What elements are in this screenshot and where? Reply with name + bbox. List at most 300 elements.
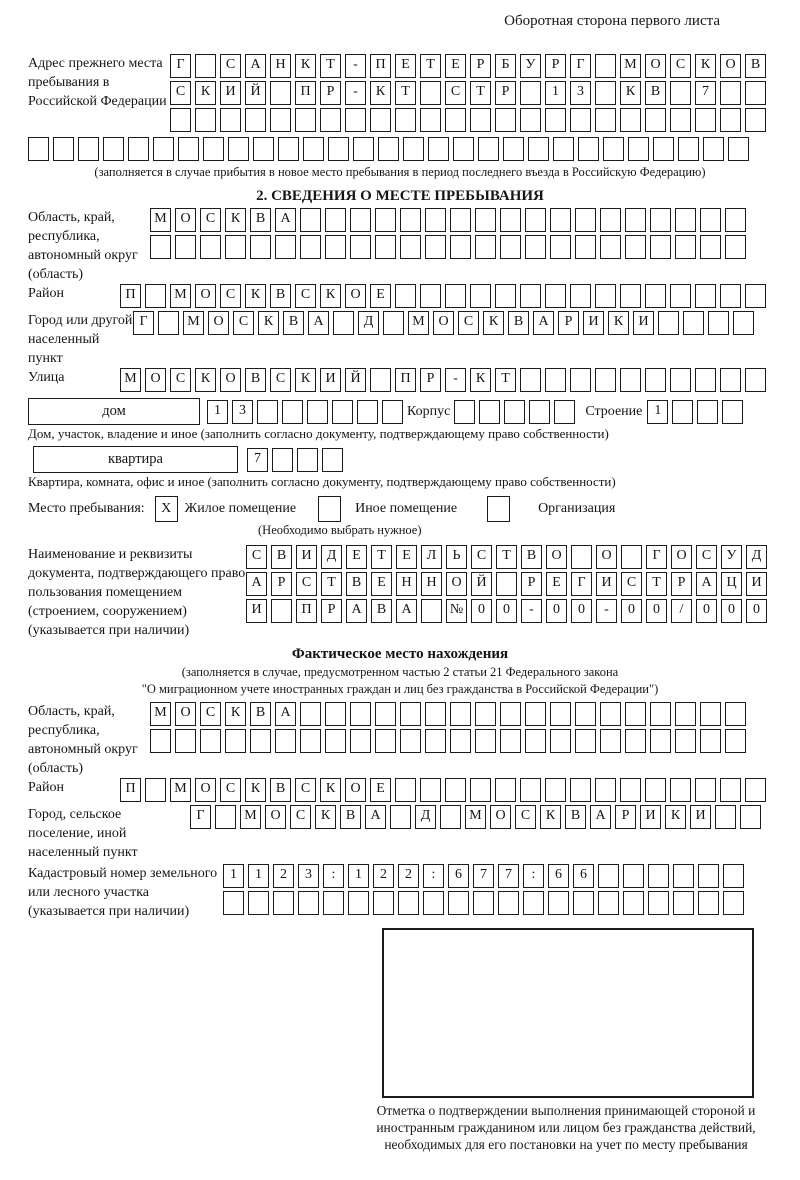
char-cell[interactable]: Т: [496, 545, 517, 569]
char-cell[interactable]: [698, 864, 719, 888]
char-cell[interactable]: [370, 368, 391, 392]
char-cell[interactable]: [450, 208, 471, 232]
char-cell[interactable]: Т: [470, 81, 491, 105]
char-cell[interactable]: О: [175, 208, 196, 232]
char-cell[interactable]: В: [283, 311, 304, 335]
char-cell[interactable]: [529, 400, 550, 424]
char-cell[interactable]: [625, 729, 646, 753]
char-cell[interactable]: [670, 778, 691, 802]
char-cell[interactable]: С: [515, 805, 536, 829]
char-cell[interactable]: О: [145, 368, 166, 392]
char-cell[interactable]: /: [671, 599, 692, 623]
char-cell[interactable]: [250, 235, 271, 259]
char-cell[interactable]: С: [296, 572, 317, 596]
char-cell[interactable]: [675, 235, 696, 259]
char-cell[interactable]: В: [270, 778, 291, 802]
char-cell[interactable]: [150, 729, 171, 753]
char-cell[interactable]: [725, 235, 746, 259]
char-cell[interactable]: -: [345, 54, 366, 78]
char-cell[interactable]: А: [590, 805, 611, 829]
char-cell[interactable]: К: [320, 778, 341, 802]
char-cell[interactable]: [554, 400, 575, 424]
char-cell[interactable]: А: [365, 805, 386, 829]
char-cell[interactable]: А: [533, 311, 554, 335]
char-cell[interactable]: [703, 137, 724, 161]
char-cell[interactable]: [525, 729, 546, 753]
char-cell[interactable]: 0: [471, 599, 492, 623]
char-cell[interactable]: К: [245, 778, 266, 802]
char-cell[interactable]: [571, 545, 592, 569]
char-cell[interactable]: [390, 805, 411, 829]
char-cell[interactable]: П: [120, 778, 141, 802]
char-cell[interactable]: [500, 208, 521, 232]
char-cell[interactable]: [470, 284, 491, 308]
house-type-box[interactable]: дом: [28, 398, 200, 425]
char-cell[interactable]: [270, 108, 291, 132]
char-cell[interactable]: [170, 108, 191, 132]
char-cell[interactable]: [375, 702, 396, 726]
char-cell[interactable]: [350, 235, 371, 259]
char-cell[interactable]: М: [150, 702, 171, 726]
char-cell[interactable]: [650, 235, 671, 259]
char-cell[interactable]: [228, 137, 249, 161]
char-cell[interactable]: Е: [370, 778, 391, 802]
char-cell[interactable]: К: [665, 805, 686, 829]
char-cell[interactable]: [603, 137, 624, 161]
char-cell[interactable]: [650, 208, 671, 232]
char-cell[interactable]: [445, 108, 466, 132]
char-cell[interactable]: 0: [696, 599, 717, 623]
char-cell[interactable]: С: [220, 284, 241, 308]
checkbox-organization[interactable]: [487, 496, 510, 522]
char-cell[interactable]: [697, 400, 718, 424]
char-cell[interactable]: А: [346, 599, 367, 623]
char-cell[interactable]: [658, 311, 679, 335]
char-cell[interactable]: [550, 702, 571, 726]
char-cell[interactable]: [450, 729, 471, 753]
char-cell[interactable]: И: [746, 572, 767, 596]
char-cell[interactable]: 7: [247, 448, 268, 472]
char-cell[interactable]: К: [483, 311, 504, 335]
char-cell[interactable]: Й: [471, 572, 492, 596]
char-cell[interactable]: [445, 284, 466, 308]
char-cell[interactable]: [595, 284, 616, 308]
char-cell[interactable]: [573, 891, 594, 915]
char-cell[interactable]: [448, 891, 469, 915]
char-cell[interactable]: 0: [621, 599, 642, 623]
char-cell[interactable]: А: [245, 54, 266, 78]
char-cell[interactable]: [723, 891, 744, 915]
char-cell[interactable]: [595, 81, 616, 105]
char-cell[interactable]: Т: [371, 545, 392, 569]
char-cell[interactable]: [425, 235, 446, 259]
char-cell[interactable]: У: [520, 54, 541, 78]
char-cell[interactable]: -: [521, 599, 542, 623]
char-cell[interactable]: [625, 208, 646, 232]
char-cell[interactable]: О: [433, 311, 454, 335]
char-cell[interactable]: Ц: [721, 572, 742, 596]
char-cell[interactable]: С: [246, 545, 267, 569]
char-cell[interactable]: [297, 448, 318, 472]
char-cell[interactable]: [158, 311, 179, 335]
char-cell[interactable]: [645, 368, 666, 392]
char-cell[interactable]: С: [458, 311, 479, 335]
char-cell[interactable]: Д: [358, 311, 379, 335]
char-cell[interactable]: [420, 778, 441, 802]
char-cell[interactable]: [600, 235, 621, 259]
char-cell[interactable]: [500, 702, 521, 726]
char-cell[interactable]: [672, 400, 693, 424]
char-cell[interactable]: Д: [746, 545, 767, 569]
char-cell[interactable]: О: [345, 778, 366, 802]
char-cell[interactable]: О: [195, 284, 216, 308]
char-cell[interactable]: 7: [473, 864, 494, 888]
char-cell[interactable]: [708, 311, 729, 335]
char-cell[interactable]: [375, 729, 396, 753]
char-cell[interactable]: [245, 108, 266, 132]
char-cell[interactable]: А: [275, 702, 296, 726]
char-cell[interactable]: [621, 545, 642, 569]
char-cell[interactable]: Т: [395, 81, 416, 105]
char-cell[interactable]: [715, 805, 736, 829]
char-cell[interactable]: [495, 108, 516, 132]
char-cell[interactable]: С: [270, 368, 291, 392]
char-cell[interactable]: [470, 778, 491, 802]
char-cell[interactable]: [745, 368, 766, 392]
char-cell[interactable]: [357, 400, 378, 424]
char-cell[interactable]: О: [175, 702, 196, 726]
char-cell[interactable]: В: [565, 805, 586, 829]
char-cell[interactable]: К: [258, 311, 279, 335]
char-cell[interactable]: П: [295, 81, 316, 105]
char-cell[interactable]: [200, 235, 221, 259]
char-cell[interactable]: 0: [571, 599, 592, 623]
char-cell[interactable]: [479, 400, 500, 424]
char-cell[interactable]: К: [225, 702, 246, 726]
char-cell[interactable]: [445, 778, 466, 802]
char-cell[interactable]: [600, 729, 621, 753]
char-cell[interactable]: 7: [695, 81, 716, 105]
char-cell[interactable]: [320, 108, 341, 132]
char-cell[interactable]: [620, 108, 641, 132]
char-cell[interactable]: С: [220, 778, 241, 802]
char-cell[interactable]: [478, 137, 499, 161]
char-cell[interactable]: [548, 891, 569, 915]
char-cell[interactable]: [440, 805, 461, 829]
char-cell[interactable]: [271, 599, 292, 623]
char-cell[interactable]: -: [445, 368, 466, 392]
char-cell[interactable]: [645, 284, 666, 308]
char-cell[interactable]: [645, 778, 666, 802]
char-cell[interactable]: Т: [320, 54, 341, 78]
char-cell[interactable]: [421, 599, 442, 623]
char-cell[interactable]: [595, 54, 616, 78]
char-cell[interactable]: [348, 891, 369, 915]
char-cell[interactable]: [523, 891, 544, 915]
char-cell[interactable]: Т: [646, 572, 667, 596]
char-cell[interactable]: [570, 108, 591, 132]
char-cell[interactable]: Р: [271, 572, 292, 596]
char-cell[interactable]: В: [245, 368, 266, 392]
char-cell[interactable]: [470, 108, 491, 132]
char-cell[interactable]: С: [200, 702, 221, 726]
char-cell[interactable]: В: [645, 81, 666, 105]
char-cell[interactable]: [645, 108, 666, 132]
char-cell[interactable]: Н: [396, 572, 417, 596]
char-cell[interactable]: [420, 81, 441, 105]
char-cell[interactable]: О: [596, 545, 617, 569]
char-cell[interactable]: [570, 284, 591, 308]
char-cell[interactable]: [253, 137, 274, 161]
char-cell[interactable]: К: [195, 81, 216, 105]
char-cell[interactable]: [625, 702, 646, 726]
char-cell[interactable]: [420, 108, 441, 132]
char-cell[interactable]: [382, 400, 403, 424]
char-cell[interactable]: М: [170, 284, 191, 308]
char-cell[interactable]: [272, 448, 293, 472]
char-cell[interactable]: [128, 137, 149, 161]
char-cell[interactable]: [528, 137, 549, 161]
char-cell[interactable]: [670, 81, 691, 105]
char-cell[interactable]: Т: [420, 54, 441, 78]
char-cell[interactable]: В: [270, 284, 291, 308]
char-cell[interactable]: [678, 137, 699, 161]
char-cell[interactable]: [720, 778, 741, 802]
char-cell[interactable]: [323, 891, 344, 915]
char-cell[interactable]: [728, 137, 749, 161]
char-cell[interactable]: Е: [396, 545, 417, 569]
char-cell[interactable]: [400, 208, 421, 232]
char-cell[interactable]: [545, 368, 566, 392]
char-cell[interactable]: [475, 235, 496, 259]
char-cell[interactable]: 0: [746, 599, 767, 623]
char-cell[interactable]: [325, 702, 346, 726]
char-cell[interactable]: С: [295, 284, 316, 308]
char-cell[interactable]: К: [315, 805, 336, 829]
char-cell[interactable]: [695, 368, 716, 392]
char-cell[interactable]: Н: [421, 572, 442, 596]
char-cell[interactable]: Д: [321, 545, 342, 569]
char-cell[interactable]: [400, 729, 421, 753]
char-cell[interactable]: В: [508, 311, 529, 335]
char-cell[interactable]: [175, 729, 196, 753]
char-cell[interactable]: [400, 702, 421, 726]
char-cell[interactable]: [298, 891, 319, 915]
char-cell[interactable]: [545, 778, 566, 802]
char-cell[interactable]: 2: [273, 864, 294, 888]
char-cell[interactable]: [103, 137, 124, 161]
char-cell[interactable]: О: [195, 778, 216, 802]
char-cell[interactable]: [475, 208, 496, 232]
char-cell[interactable]: Г: [190, 805, 211, 829]
char-cell[interactable]: Р: [320, 81, 341, 105]
char-cell[interactable]: [270, 81, 291, 105]
char-cell[interactable]: [700, 729, 721, 753]
char-cell[interactable]: [275, 729, 296, 753]
char-cell[interactable]: О: [671, 545, 692, 569]
char-cell[interactable]: И: [320, 368, 341, 392]
char-cell[interactable]: [700, 702, 721, 726]
char-cell[interactable]: К: [320, 284, 341, 308]
char-cell[interactable]: Р: [558, 311, 579, 335]
char-cell[interactable]: Г: [571, 572, 592, 596]
char-cell[interactable]: [553, 137, 574, 161]
char-cell[interactable]: В: [250, 702, 271, 726]
char-cell[interactable]: И: [583, 311, 604, 335]
char-cell[interactable]: Е: [546, 572, 567, 596]
char-cell[interactable]: И: [596, 572, 617, 596]
char-cell[interactable]: Г: [570, 54, 591, 78]
char-cell[interactable]: [370, 108, 391, 132]
char-cell[interactable]: К: [470, 368, 491, 392]
char-cell[interactable]: [670, 284, 691, 308]
char-cell[interactable]: П: [120, 284, 141, 308]
char-cell[interactable]: 1: [647, 400, 668, 424]
char-cell[interactable]: [673, 891, 694, 915]
char-cell[interactable]: [525, 702, 546, 726]
char-cell[interactable]: [550, 729, 571, 753]
char-cell[interactable]: [175, 235, 196, 259]
char-cell[interactable]: [683, 311, 704, 335]
char-cell[interactable]: [650, 702, 671, 726]
char-cell[interactable]: В: [346, 572, 367, 596]
char-cell[interactable]: В: [340, 805, 361, 829]
char-cell[interactable]: [675, 702, 696, 726]
char-cell[interactable]: П: [370, 54, 391, 78]
char-cell[interactable]: [350, 702, 371, 726]
char-cell[interactable]: [520, 81, 541, 105]
char-cell[interactable]: Д: [415, 805, 436, 829]
char-cell[interactable]: [670, 368, 691, 392]
char-cell[interactable]: Е: [395, 54, 416, 78]
char-cell[interactable]: К: [245, 284, 266, 308]
char-cell[interactable]: К: [620, 81, 641, 105]
char-cell[interactable]: [595, 368, 616, 392]
char-cell[interactable]: [623, 864, 644, 888]
char-cell[interactable]: В: [371, 599, 392, 623]
char-cell[interactable]: [395, 108, 416, 132]
char-cell[interactable]: [195, 108, 216, 132]
char-cell[interactable]: [570, 778, 591, 802]
char-cell[interactable]: [28, 137, 49, 161]
char-cell[interactable]: [200, 729, 221, 753]
char-cell[interactable]: [328, 137, 349, 161]
char-cell[interactable]: [650, 729, 671, 753]
char-cell[interactable]: [695, 108, 716, 132]
char-cell[interactable]: С: [170, 368, 191, 392]
char-cell[interactable]: [300, 235, 321, 259]
char-cell[interactable]: [725, 702, 746, 726]
char-cell[interactable]: 7: [498, 864, 519, 888]
char-cell[interactable]: [673, 864, 694, 888]
char-cell[interactable]: [675, 729, 696, 753]
char-cell[interactable]: [345, 108, 366, 132]
char-cell[interactable]: С: [471, 545, 492, 569]
char-cell[interactable]: Г: [646, 545, 667, 569]
char-cell[interactable]: С: [170, 81, 191, 105]
char-cell[interactable]: [575, 729, 596, 753]
char-cell[interactable]: Т: [321, 572, 342, 596]
char-cell[interactable]: О: [208, 311, 229, 335]
char-cell[interactable]: :: [523, 864, 544, 888]
char-cell[interactable]: И: [690, 805, 711, 829]
char-cell[interactable]: [300, 729, 321, 753]
char-cell[interactable]: [53, 137, 74, 161]
char-cell[interactable]: [353, 137, 374, 161]
char-cell[interactable]: [575, 702, 596, 726]
char-cell[interactable]: О: [720, 54, 741, 78]
char-cell[interactable]: [575, 235, 596, 259]
char-cell[interactable]: [215, 805, 236, 829]
char-cell[interactable]: Е: [370, 284, 391, 308]
char-cell[interactable]: [150, 235, 171, 259]
char-cell[interactable]: М: [240, 805, 261, 829]
char-cell[interactable]: [550, 208, 571, 232]
char-cell[interactable]: [745, 81, 766, 105]
char-cell[interactable]: [350, 208, 371, 232]
char-cell[interactable]: Е: [371, 572, 392, 596]
char-cell[interactable]: Л: [421, 545, 442, 569]
char-cell[interactable]: В: [250, 208, 271, 232]
char-cell[interactable]: С: [621, 572, 642, 596]
char-cell[interactable]: Е: [445, 54, 466, 78]
char-cell[interactable]: [325, 729, 346, 753]
char-cell[interactable]: С: [670, 54, 691, 78]
char-cell[interactable]: [225, 729, 246, 753]
char-cell[interactable]: [300, 702, 321, 726]
char-cell[interactable]: 0: [646, 599, 667, 623]
char-cell[interactable]: О: [345, 284, 366, 308]
char-cell[interactable]: Р: [495, 81, 516, 105]
char-cell[interactable]: [225, 235, 246, 259]
char-cell[interactable]: [722, 400, 743, 424]
char-cell[interactable]: С: [445, 81, 466, 105]
char-cell[interactable]: П: [395, 368, 416, 392]
char-cell[interactable]: О: [490, 805, 511, 829]
char-cell[interactable]: [628, 137, 649, 161]
char-cell[interactable]: [223, 891, 244, 915]
char-cell[interactable]: К: [295, 368, 316, 392]
char-cell[interactable]: [454, 400, 475, 424]
char-cell[interactable]: [383, 311, 404, 335]
char-cell[interactable]: [740, 805, 761, 829]
char-cell[interactable]: [282, 400, 303, 424]
char-cell[interactable]: Р: [521, 572, 542, 596]
char-cell[interactable]: С: [696, 545, 717, 569]
char-cell[interactable]: А: [275, 208, 296, 232]
char-cell[interactable]: О: [446, 572, 467, 596]
char-cell[interactable]: П: [296, 599, 317, 623]
char-cell[interactable]: :: [423, 864, 444, 888]
char-cell[interactable]: [545, 108, 566, 132]
char-cell[interactable]: [333, 311, 354, 335]
checkbox-other-premises[interactable]: [318, 496, 341, 522]
char-cell[interactable]: С: [290, 805, 311, 829]
char-cell[interactable]: [550, 235, 571, 259]
char-cell[interactable]: [620, 778, 641, 802]
char-cell[interactable]: И: [640, 805, 661, 829]
char-cell[interactable]: [598, 891, 619, 915]
char-cell[interactable]: [300, 208, 321, 232]
char-cell[interactable]: [450, 235, 471, 259]
char-cell[interactable]: [595, 778, 616, 802]
char-cell[interactable]: Р: [671, 572, 692, 596]
char-cell[interactable]: [303, 137, 324, 161]
char-cell[interactable]: 0: [496, 599, 517, 623]
char-cell[interactable]: [733, 311, 754, 335]
char-cell[interactable]: 6: [548, 864, 569, 888]
char-cell[interactable]: 1: [545, 81, 566, 105]
